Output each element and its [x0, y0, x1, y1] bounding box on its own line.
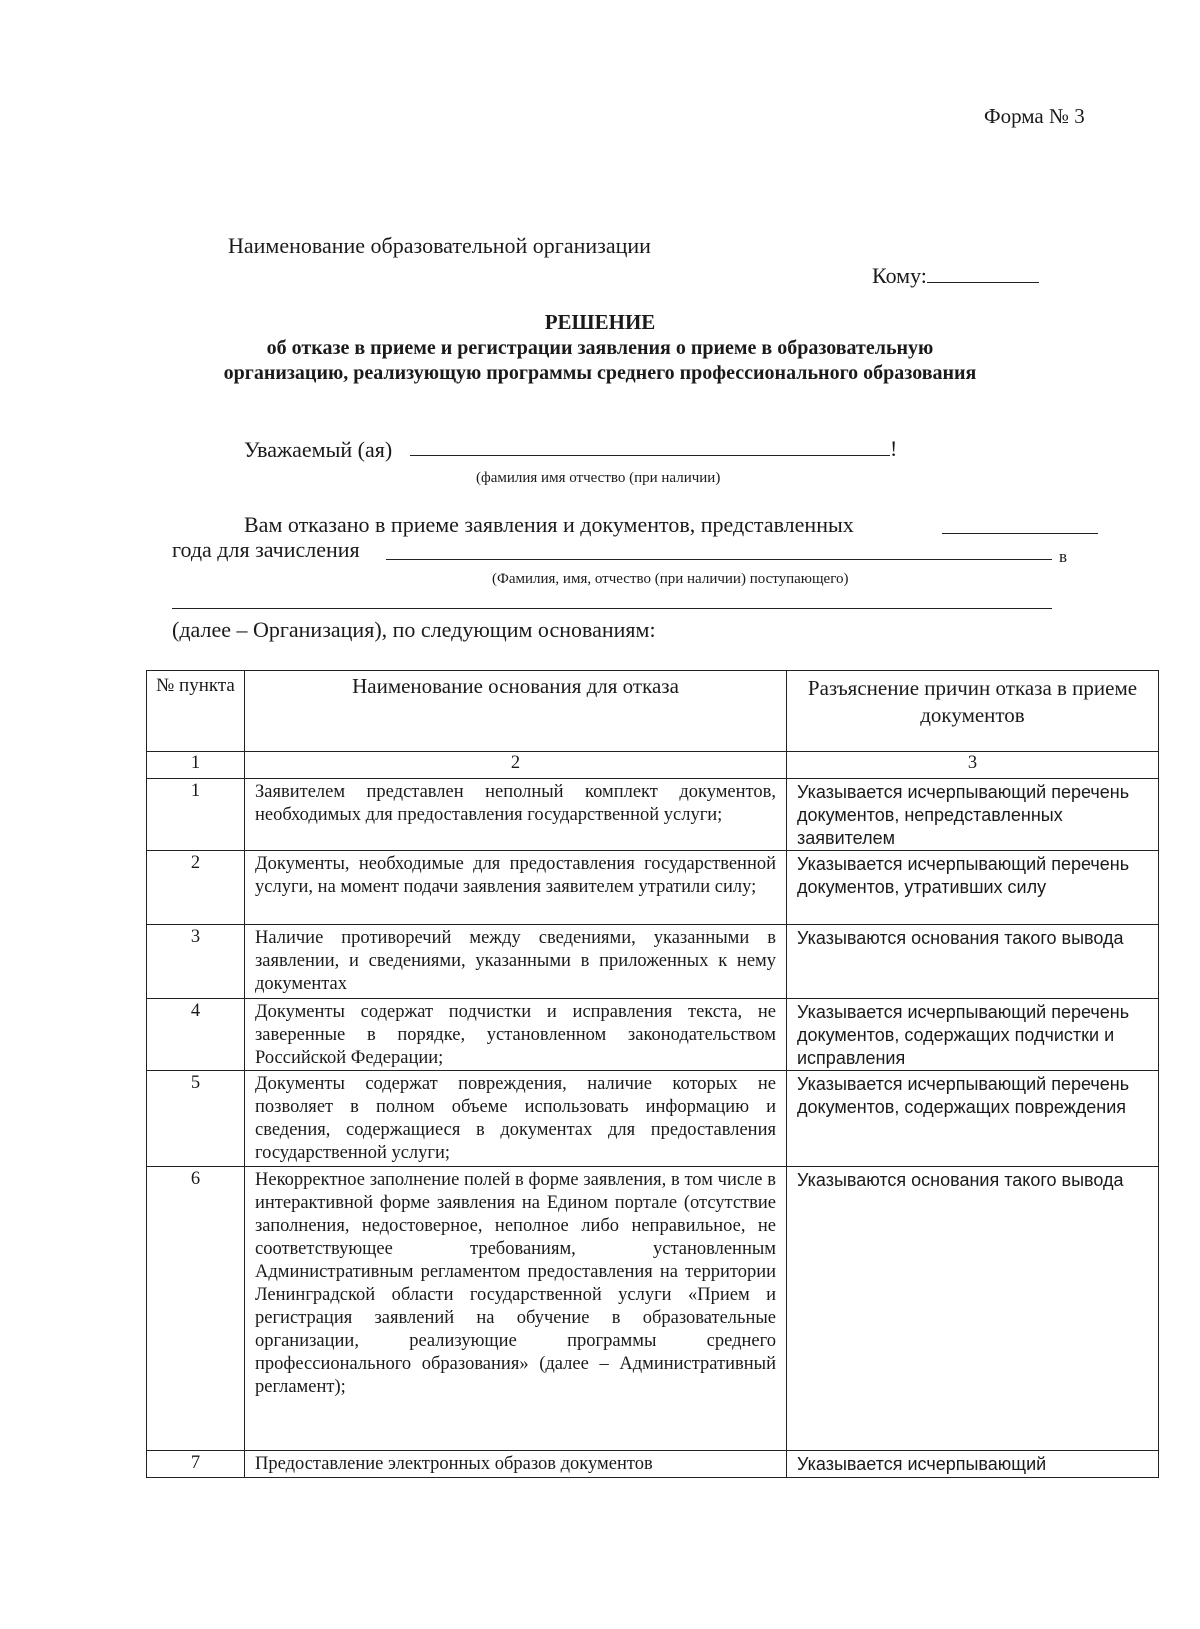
organization-blank-line: [172, 608, 1052, 609]
applicant-caption: (Фамилия, имя, отчество (при наличии) поступающего): [492, 571, 849, 587]
refusal-text-line-1: Вам отказано в приеме заявления и документов, представленных: [244, 512, 854, 537]
row-number: 3: [147, 925, 245, 999]
refusal-text-in: в: [1059, 547, 1068, 566]
table-column-numbers-row: [147, 752, 1159, 779]
row-explanation: Указывается исчерпывающий: [787, 1451, 1159, 1478]
row-reason: Документы содержат повреждения, наличие которых не позволяет в полном объеме использовать информацию и сведения, содержащиеся в документах для предоставления государственной услуги;: [245, 1071, 787, 1167]
column-number: 3: [787, 752, 1159, 779]
grounds-intro-text: (далее – Организация), по следующим основаниям:: [172, 617, 656, 642]
row-number: 7: [147, 1451, 245, 1478]
header-cell-explanation: Разъяснение причин отказа в приеме документов: [787, 671, 1159, 752]
greeting-exclamation: !: [890, 436, 898, 461]
row-number: 6: [147, 1167, 245, 1451]
greeting-label: Уважаемый (ая): [244, 437, 393, 462]
recipient-blank-line: [927, 264, 1039, 283]
date-blank-line: [942, 533, 1098, 534]
row-explanation: Указываются основания такого вывода: [787, 1167, 1159, 1451]
table-row: [147, 925, 1159, 999]
row-reason: Документы, необходимые для предоставления государственной услуги, на момент подачи заявления заявителем утратили силу;: [245, 851, 787, 925]
form-number: Форма № 3: [984, 104, 1085, 128]
refusal-grounds-table: [146, 670, 1159, 1478]
document-subtitle-line-2: организацию, реализующую программы среднего профессионального образования: [223, 362, 977, 384]
row-explanation: Указываются основания такого вывода: [787, 925, 1159, 999]
recipient-label: Кому:: [872, 263, 927, 288]
row-reason: Документы содержат подчистки и исправления текста, не заверенные в порядке, установленном законодательством Российской Федерации;: [245, 999, 787, 1071]
column-number: 2: [245, 752, 787, 779]
table-row: [147, 851, 1159, 925]
fio-caption: (фамилия имя отчество (при наличии): [476, 470, 721, 486]
table-row: [147, 1451, 1159, 1478]
table-row: [147, 779, 1159, 851]
table-row: [147, 1071, 1159, 1167]
row-number: 2: [147, 851, 245, 925]
row-number: 5: [147, 1071, 245, 1167]
header-cell-number: № пункта: [147, 671, 245, 752]
applicant-blank-line: [386, 559, 1052, 560]
row-reason: Некорректное заполнение полей в форме заявления, в том числе в интерактивной форме заявления на Едином портале (отсутствие заполнения, недостоверное, неполное либо неправильное, не соответствующее требованиям, установленным Административным регламентом предоставления на территории Ленинградской области государственной услуги «Прием и регистрация заявлений на обучение в образовательные организации, реализующие программы среднего профессионального образования» (далее – Административный регламент);: [245, 1167, 787, 1451]
row-explanation: Указывается исчерпывающий перечень документов, содержащих подчистки и исправления: [787, 999, 1159, 1071]
organization-name-label: Наименование образовательной организации: [228, 233, 651, 258]
row-explanation: Указывается исчерпывающий перечень документов, содержащих повреждения: [787, 1071, 1159, 1167]
header-cell-reason: Наименование основания для отказа: [245, 671, 787, 752]
table-row: [147, 1167, 1159, 1451]
row-number: 4: [147, 999, 245, 1071]
refusal-text-line-2: года для зачисления: [172, 537, 360, 562]
row-reason: Предоставление электронных образов документов: [245, 1451, 787, 1478]
row-number: 1: [147, 779, 245, 851]
table-header-row: [147, 671, 1159, 752]
recipient-field: [872, 263, 1039, 289]
table-row: [147, 999, 1159, 1071]
row-explanation: Указывается исчерпывающий перечень документов, непредставленных заявителем: [787, 779, 1159, 851]
greeting-name-blank-line: [410, 455, 890, 456]
row-reason: Наличие противоречий между сведениями, указанными в заявлении, и сведениями, указанными в приложенных к нему документах: [245, 925, 787, 999]
document-title: РЕШЕНИЕ: [544, 310, 656, 334]
document-subtitle-line-1: об отказе в приеме и регистрации заявления о приеме в образовательную: [266, 337, 934, 359]
row-reason: Заявителем представлен неполный комплект документов, необходимых для предоставления государственной услуги;: [245, 779, 787, 851]
row-explanation: Указывается исчерпывающий перечень документов, утративших силу: [787, 851, 1159, 925]
column-number: 1: [147, 752, 245, 779]
